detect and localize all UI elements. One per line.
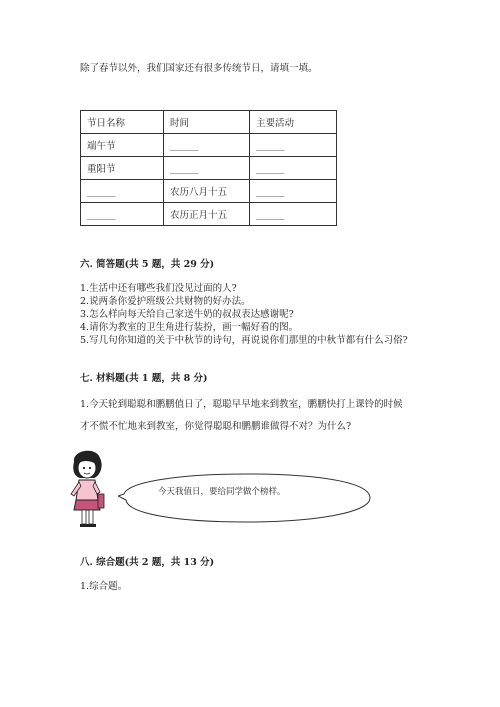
section8-item-1: 1.综合题。 — [80, 581, 128, 592]
table-row — [81, 157, 337, 180]
speech-bubble-text: 今天我值日，要给同学做个榜样。 — [158, 487, 286, 497]
festival-table — [80, 110, 337, 226]
header-festival-name: 节日名称 — [81, 111, 164, 134]
table-cell: ______ — [250, 157, 337, 180]
table-header-row — [81, 111, 337, 134]
table-cell: 端午节 — [81, 134, 164, 157]
section7-line-1: 1.今天轮到聪聪和鹏鹏值日了，聪聪早早地来到教室，鹏鹏快打上课铃的时候 — [80, 399, 403, 410]
section8-title: 八. 综合题(共 2 题，共 13 分) — [80, 557, 215, 568]
table-cell: ______ — [250, 180, 337, 203]
section7-line-2: 才不慌不忙地来到教室，你觉得聪聪和鹏鹏谁做得不对？为什么? — [80, 421, 352, 432]
table-cell: ______ — [164, 157, 250, 180]
section7-title: 七. 材料题(共 1 题，共 8 分) — [80, 373, 208, 384]
table-row — [81, 203, 337, 226]
table-cell: 农历正月十五 — [164, 203, 250, 226]
section6-item-3: 3.怎么样向每天给自己家送牛奶的叔叔表达感谢呢? — [80, 309, 294, 320]
table-cell: ______ — [81, 180, 164, 203]
header-activity: 主要活动 — [250, 111, 337, 134]
table-cell: ______ — [164, 134, 250, 157]
intro-text: 除了春节以外，我们国家还有很多传统节日，请填一填。 — [80, 63, 318, 74]
section6-item-2: 2.说两条你爱护班级公共财物的好办法。 — [80, 296, 251, 307]
section6-item-4: 4.请你为教室的卫生角进行装扮，画一幅好看的图。 — [80, 322, 299, 333]
table-cell: ______ — [81, 203, 164, 226]
table-cell: 农历八月十五 — [164, 180, 250, 203]
section6-item-1: 1.生活中还有哪些我们没见过面的人? — [80, 283, 237, 294]
section6-title: 六. 简答题(共 5 题，共 29 分) — [80, 259, 215, 270]
table-cell: 重阳节 — [81, 157, 164, 180]
table-row — [81, 180, 337, 203]
section6-item-5: 5.写几句你知道的关于中秋节的诗句，再说说你们那里的中秋节都有什么习俗? — [80, 335, 408, 346]
table-cell: ______ — [250, 203, 337, 226]
table-cell: ______ — [250, 134, 337, 157]
header-time: 时间 — [164, 111, 250, 134]
table-row — [81, 134, 337, 157]
